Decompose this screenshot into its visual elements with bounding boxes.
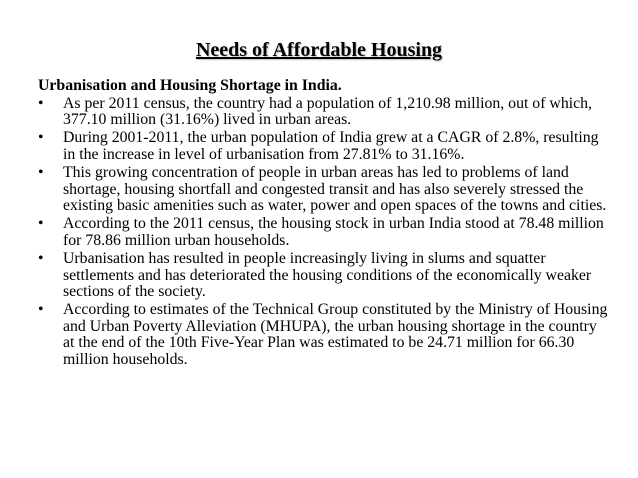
bullet-icon: • bbox=[38, 129, 44, 147]
bullet-icon: • bbox=[38, 163, 44, 181]
bullet-icon: • bbox=[38, 301, 44, 319]
bullet-list bbox=[38, 96, 608, 369]
bullet-text: According to estimates of the Technical Group constituted by the Ministry of Housing and Urban Poverty Alleviation (MHUPA), the urban housing shortage in the country at the end of the 10th Five-Year Plan was estimated to be 24.71 million for 66.30 million households. bbox=[63, 301, 608, 368]
bullet-item bbox=[38, 251, 608, 301]
bullet-icon: • bbox=[38, 249, 44, 267]
bullet-icon: • bbox=[38, 94, 44, 112]
bullet-text: According to the 2011 census, the housing stock in urban India stood at 78.48 million for 78.86 million urban households. bbox=[63, 215, 604, 249]
bullet-item bbox=[38, 96, 608, 129]
bullet-text: During 2001-2011, the urban population of India grew at a CAGR of 2.8%, resulting in the increase in level of urbanisation from 27.81% to 31.16%. bbox=[63, 129, 599, 163]
bullet-item bbox=[38, 216, 608, 249]
bullet-item bbox=[38, 130, 608, 163]
bullet-text: As per 2011 census, the country had a population of 1,210.98 million, out of which, 377.10 million (31.16%) lived in urban areas. bbox=[63, 94, 592, 129]
slide-content bbox=[38, 78, 608, 370]
bullet-text: This growing concentration of people in urban areas has led to problems of land shortage, housing shortfall and congested transit and has also severely stressed the existing basic amenities such as water, power and open spaces of the towns and cities. bbox=[63, 163, 607, 215]
bullet-text: Urbanisation has resulted in people increasingly living in slums and squatter settlements and has deteriorated the housing conditions of the economically weaker sections of the society. bbox=[63, 249, 592, 301]
slide-title: Needs of Affordable Housing bbox=[195, 39, 443, 61]
bullet-item bbox=[38, 302, 608, 368]
bullet-item bbox=[38, 165, 608, 215]
section-subheading: Urbanisation and Housing Shortage in India. bbox=[38, 77, 342, 94]
bullet-icon: • bbox=[38, 215, 44, 233]
